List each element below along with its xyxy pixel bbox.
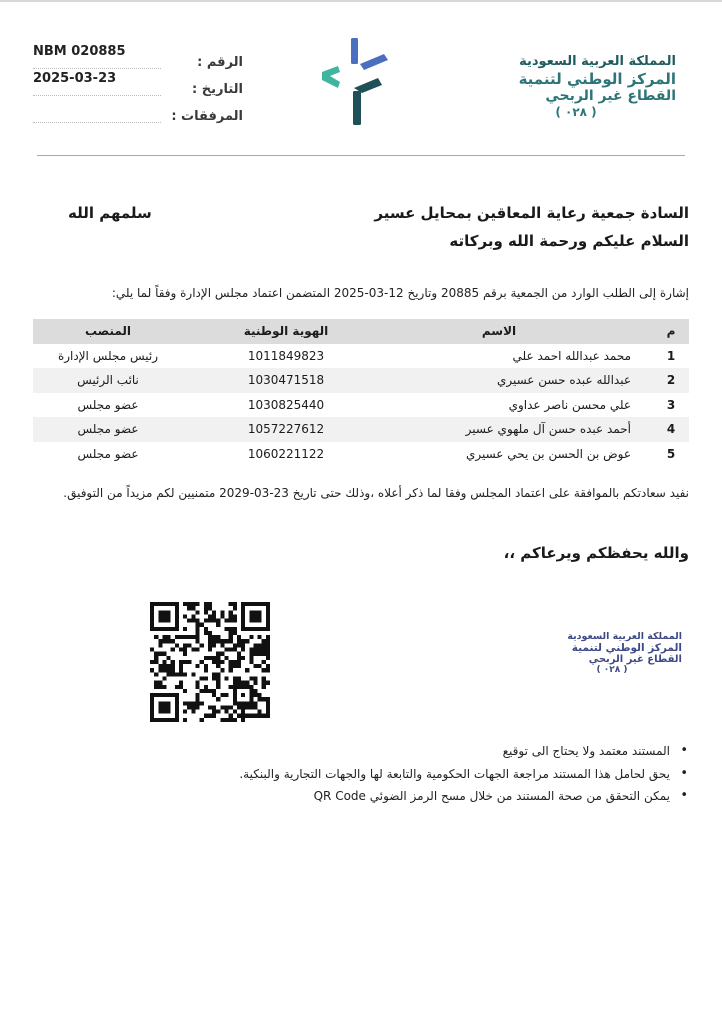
header-divider [37,155,685,156]
row-name: أحمد عبده حسن آل ملهوي عسير [465,422,631,436]
qr-code-icon[interactable] [150,602,270,722]
table-row [33,368,689,393]
row-name: عوض بن الحسن بن يحي عسيري [465,446,631,461]
ref-label: الرقم : [197,55,243,70]
row-num: 5 [666,446,676,461]
date-label: التاريخ : [192,82,243,97]
row-name: محمد عبدالله احمد علي [512,348,631,363]
date-value: 2025-03-23 [33,71,117,86]
reference-block [33,44,243,125]
row-id: 1030825440 [247,397,325,412]
closing-prayer: والله يحفظكم ويرعاكم ،، [503,544,689,562]
row-position: رئيس مجلس الإدارة [57,348,159,363]
date-row [33,71,243,98]
row-position: عضو مجلس [77,397,139,412]
table-row [33,417,689,442]
closing-paragraph: نفيد سعادتكم بالموافقة على اعتماد المجلس وفقا لما ذكر أعلاه ،وذلك حتى تاريخ 23-03-2029 متمنيين لكم مزيداً من التوفيق. [63,486,689,500]
salutation: سلمهم الله [68,204,152,222]
header-id: الهوية الوطنية [243,324,329,338]
document-notes [92,744,692,812]
note-item: • المستند معتمد ولا يحتاج الى توقيع [92,744,692,767]
org-code: ( ٠٢٨ ) [555,105,597,119]
row-position: عضو مجلس [77,422,139,436]
note-item: • يحق لحامل هذا المستند مراجعة الجهات الحكومية والتابعة لها والجهات التجارية والبنكية. [92,767,692,790]
row-num: 3 [666,397,676,412]
header-name: الاسم [481,324,517,338]
ncnp-logo-icon [318,36,392,130]
note-item: • يمكن التحقق من صحة المستند من خلال مسح الرمز الضوئي QR Code [92,789,692,812]
board-members-table [33,319,689,466]
row-num: 4 [666,422,676,436]
row-num: 2 [666,373,676,387]
intro-paragraph: إشارة إلى الطلب الوارد من الجمعية برقم 20885 وتاريخ 12-03-2025 المتضمن اعتماد مجلس الإدارة وفقاً لما يلي: [111,286,689,300]
attachments-label: المرفقات : [171,109,243,124]
ref-value: NBM 020885 [33,44,126,59]
footer-org-country: المملكة العربية السعودية [567,631,682,642]
row-position: نائب الرئيس [77,373,139,387]
addressee: السادة جمعية رعاية المعاقين بمحايل عسير [374,204,689,222]
ref-underline [33,68,161,69]
row-name: عبدالله عبده حسن عسيري [496,373,631,387]
top-border [0,0,722,2]
table-row [33,344,689,369]
attachments-row [33,98,243,125]
organization-name [486,54,676,119]
row-id: 1057227612 [247,422,325,436]
table-row [33,393,689,418]
org-sector: القطاع غير الربحي [545,88,676,104]
org-country: المملكة العربية السعودية [519,54,676,69]
row-id: 1060221122 [247,446,325,461]
row-position: عضو مجلس [77,446,139,461]
ref-row [33,44,243,71]
row-id: 1011849823 [247,348,325,363]
greeting: السلام عليكم ورحمة الله وبركاته [449,232,689,250]
date-underline [33,95,161,96]
table-row [33,442,689,467]
footer-org-sector: القطاع غير الربحي [588,654,682,665]
header-num: م [666,324,676,338]
header-position: المنصب [84,324,132,338]
table-header-row [33,319,689,344]
row-name: علي محسن ناصر عداوي [508,397,631,412]
attachments-underline [33,122,161,123]
footer-org-center: المركز الوطني لتنمية [571,642,682,654]
footer-org-code: ( ٠٢٨ ) [596,665,628,675]
row-id: 1030471518 [247,373,325,387]
row-num: 1 [666,348,676,363]
org-center: المركز الوطني لتنمية [518,70,676,88]
footer-organization-name [542,631,682,675]
